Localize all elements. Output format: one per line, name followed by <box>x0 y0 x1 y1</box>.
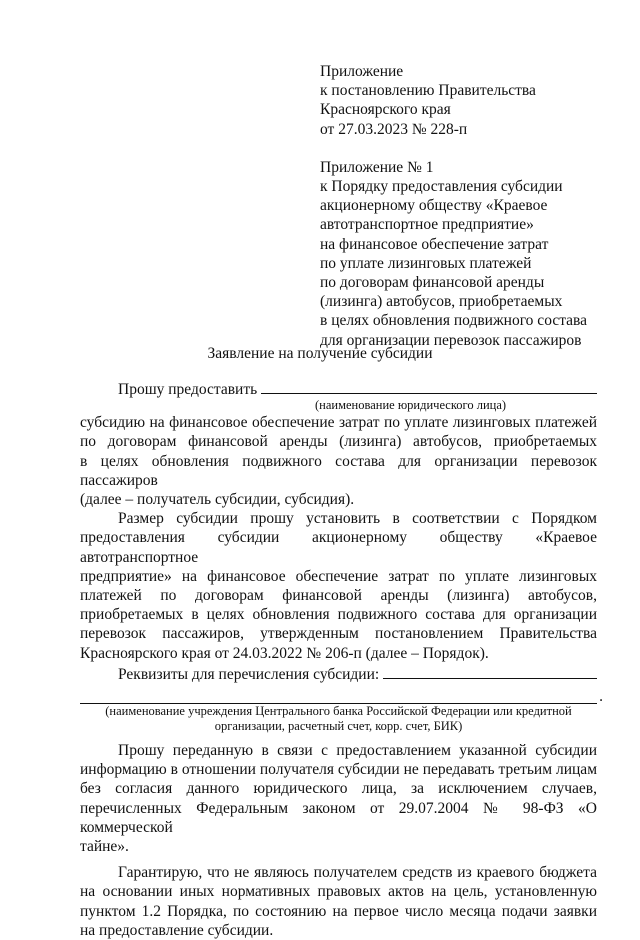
amount-line: приобретаемых в целях обновления подвижного состава для организации <box>80 606 597 624</box>
request-line: по договорам финансовой аренды (лизинга) автобусов, приобретаемых <box>80 433 597 451</box>
request-line: (далее – получатель субсидии, субсидия). <box>80 491 355 509</box>
request-row <box>80 378 597 399</box>
appendix-order-line: Приложение № 1 <box>320 158 434 176</box>
confidentiality-line: информацию в отношении получателя субсидии не передавать третьим лицам <box>80 761 597 779</box>
request-line: субсидию на финансовое обеспечение затрат по уплате лизинговых платежей <box>80 414 597 432</box>
legal-entity-caption: (наименование юридического лица) <box>315 398 507 413</box>
appendix-order-line: по уплате лизинговых платежей <box>320 254 532 272</box>
requisites-caption: организации, расчетный счет, корр. счет, БИК) <box>214 719 463 734</box>
appendix-order-line: автотранспортное предприятие» <box>320 216 534 234</box>
amount-line: предприятие» на финансовое обеспечение затрат по уплате лизинговых <box>80 567 597 585</box>
appendix-header-line: Красноярского края <box>320 101 451 119</box>
amount-line: платежей по договорам финансовой аренды (лизинга) автобусов, <box>80 587 597 605</box>
requisites-line-end: . <box>599 687 603 705</box>
request-lead: Прошу предоставить <box>118 381 258 398</box>
amount-line: перевозок пассажиров, утвержденным постановлением Правительства <box>80 625 597 643</box>
guarantee-line: Гарантирую, что не являюсь получателем средств из краевого бюджета <box>118 864 597 882</box>
confidentiality-line: Прошу переданную в связи с предоставлением указанной субсидии <box>118 742 597 760</box>
confidentiality-line: тайне». <box>80 838 129 856</box>
requisites-line-2[interactable] <box>80 686 603 705</box>
requisites-caption: (наименование учреждения Центрального банка Российской Федерации или кредитной <box>105 704 572 719</box>
requisites-line-1[interactable] <box>383 663 597 679</box>
appendix-header-line: Приложение <box>320 63 404 80</box>
appendix-order-line: на финансовое обеспечение затрат <box>320 235 549 253</box>
appendix-order-line: акционерному обществу «Краевое <box>320 197 548 215</box>
confidentiality-line: без согласия данного юридического лица, за исключением случаев, <box>80 780 597 798</box>
document-title: Заявление на получение субсидии <box>207 345 433 362</box>
appendix-order-line: в целях обновления подвижного состава <box>320 312 588 330</box>
appendix-order-line: (лизинга) автобусов, приобретаемых <box>320 293 563 311</box>
guarantee-line: пунктом 1.2 Порядка, по состоянию на первое число месяца подачи заявки <box>80 902 597 920</box>
guarantee-line: на основании иных нормативных правовых актов на цель, установленную <box>80 883 597 901</box>
appendix-header-date: от 27.03.2023 № 228-п <box>320 120 468 138</box>
amount-line: предоставления субсидии акционерному обществу «Краевое автотранспортное <box>80 529 597 566</box>
amount-line: Красноярского края от 24.03.2022 № 206-п (далее – Порядок). <box>80 644 489 662</box>
amount-line: Размер субсидии прошу установить в соответствии с Порядком <box>118 510 597 528</box>
request-line: в целях обновления подвижного состава для организации перевозок пассажиров <box>80 452 597 489</box>
guarantee-line: на предоставление субсидии. <box>80 921 274 939</box>
appendix-block <box>320 62 620 350</box>
requisites-lead: Реквизиты для перечисления субсидии: <box>118 665 380 683</box>
confidentiality-line: перечисленных Федеральным законом от 29.07.2004 № 98-ФЗ «О коммерческой <box>80 799 597 836</box>
appendix-order-line: по договорам финансовой аренды <box>320 274 545 292</box>
document-body <box>80 378 603 940</box>
appendix-order-line: для организации перевозок пассажиров <box>320 331 582 349</box>
legal-entity-name-line[interactable] <box>261 378 597 394</box>
requisites-row <box>80 663 597 684</box>
appendix-header-line: к постановлению Правительства <box>320 82 536 100</box>
appendix-order-line: к Порядку предоставления субсидии <box>320 178 563 196</box>
